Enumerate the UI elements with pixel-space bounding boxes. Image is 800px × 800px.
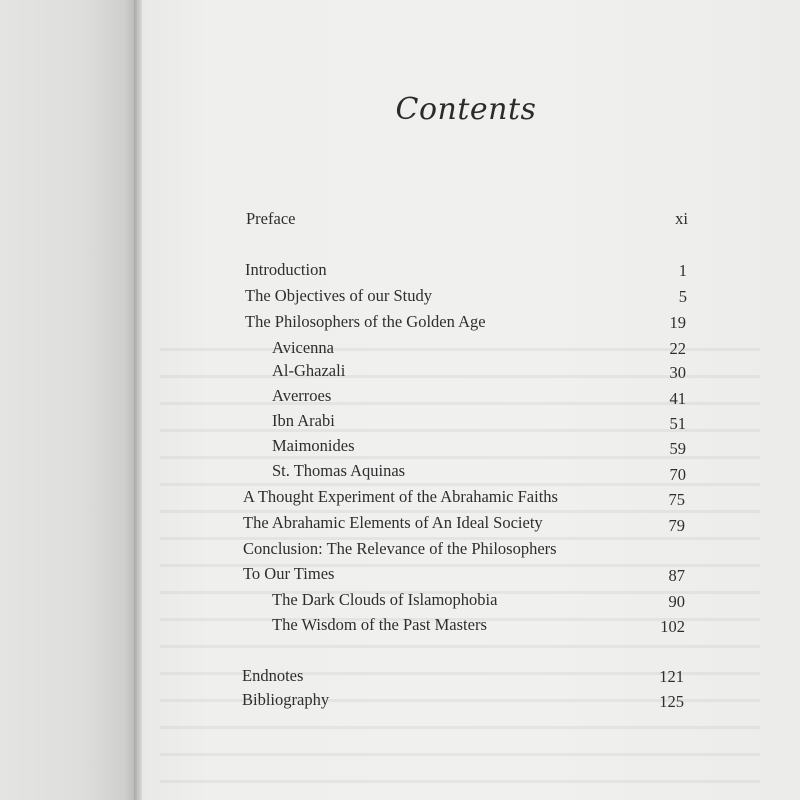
left-page [0, 0, 136, 800]
toc-page-number: 1 [678, 261, 687, 280]
toc-entry-maimonides: Maimonides [272, 436, 355, 455]
toc-entry-avicenna: Avicenna [272, 338, 334, 357]
toc-page-number: 90 [668, 592, 685, 611]
toc-page-number: 30 [669, 363, 686, 382]
toc-page-number: 41 [669, 389, 686, 408]
toc-page-number: 5 [678, 287, 687, 306]
toc-page-number: 121 [659, 667, 684, 686]
toc-entry-bibliography: Bibliography [242, 690, 330, 709]
toc-page-number: 70 [669, 465, 686, 484]
toc-entry-past-masters: The Wisdom of the Past Masters [272, 615, 487, 634]
toc-entry-preface: Preface [246, 209, 296, 228]
contents-title: Contents [395, 92, 537, 127]
toc-entry-objectives: The Objectives of our Study [245, 286, 432, 305]
toc-page-number: 87 [668, 566, 685, 585]
toc-entry-islamophobia: The Dark Clouds of Islamophobia [272, 590, 498, 609]
toc-page-number: 75 [668, 490, 685, 509]
toc-entry-aquinas: St. Thomas Aquinas [272, 461, 406, 480]
toc-page-number: 51 [669, 414, 686, 433]
toc-entry-conclusion: Conclusion: The Relevance of the Philosophers [243, 539, 557, 558]
toc-page-number: 125 [659, 692, 684, 711]
toc-entry-introduction: Introduction [245, 260, 327, 279]
toc-entry-averroes: Averroes [272, 386, 332, 405]
toc-page-number: 22 [669, 339, 686, 358]
toc-page-number: 19 [669, 313, 686, 332]
toc-entry-conclusion-continued: To Our Times [243, 564, 335, 583]
toc-entry-philosophers: The Philosophers of the Golden Age [245, 312, 486, 331]
toc-entry-thought-experiment: A Thought Experiment of the Abrahamic Faiths [243, 487, 558, 506]
toc-page-number: 79 [668, 516, 685, 535]
toc-page-number: 102 [660, 617, 685, 636]
toc-entry-endnotes: Endnotes [242, 666, 304, 685]
toc-entry-al-ghazali: Al-Ghazali [272, 361, 346, 380]
toc-entry-ideal-society: The Abrahamic Elements of An Ideal Society [243, 513, 543, 532]
toc-entry-ibn-arabi: Ibn Arabi [272, 411, 335, 430]
toc-page-number: 59 [669, 439, 686, 458]
toc-page-number: xi [675, 209, 688, 228]
